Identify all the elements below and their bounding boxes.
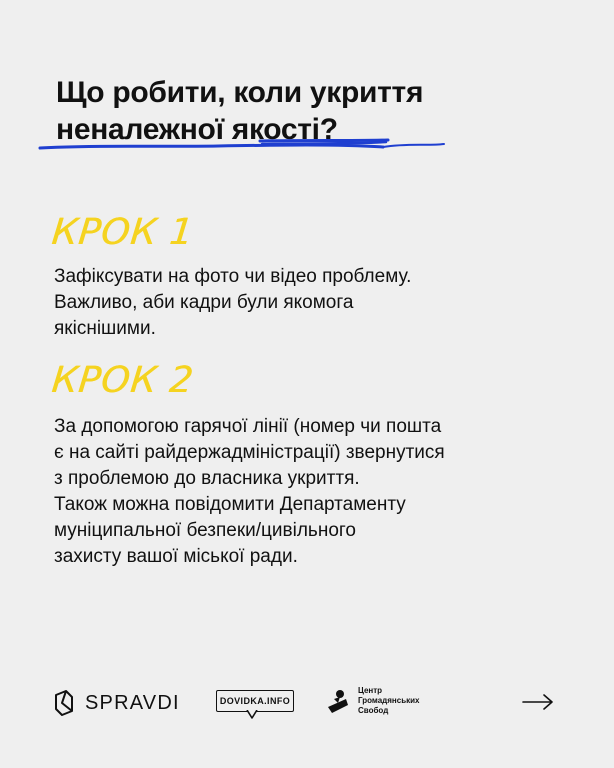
step-1-text	[54, 264, 411, 342]
spravdi-logo-text: SPRAVDI	[85, 691, 180, 714]
step-2-text	[54, 414, 445, 570]
ccl-line: Центр	[358, 686, 383, 695]
step-2-line: з проблемою до власника укриття.	[54, 468, 360, 489]
ccl-line: Громадянських	[358, 696, 420, 705]
spravdi-logo-icon	[53, 689, 75, 717]
step-1-line: Важливо, аби кадри були якомога	[54, 292, 354, 313]
step-1-label: КРОК 1	[49, 212, 196, 253]
step-2-line: муніципальної безпеки/цивільного	[54, 520, 356, 541]
step-2-line: є на сайті райдержадміністрації) звернутися	[54, 442, 445, 463]
title-line-2: неналежної якості?	[56, 113, 338, 146]
title-underline-scribble	[38, 138, 448, 154]
step-1-line: якіснішими.	[54, 318, 156, 339]
arrow-right-icon[interactable]	[522, 694, 554, 710]
ccl-logo-icon	[326, 687, 352, 715]
spravdi-logo	[53, 689, 180, 717]
step-2-line: захисту вашої міської ради.	[54, 546, 298, 567]
ccl-logo	[326, 686, 419, 716]
speech-bubble-tail-icon	[246, 710, 258, 720]
step-2-line: Також можна повідомити Департаменту	[54, 494, 406, 515]
title-line-1: Що робити, коли укриття	[56, 76, 424, 109]
ccl-logo-text	[358, 686, 419, 716]
step-2-line: За допомогою гарячої лінії (номер чи пошта	[54, 416, 442, 437]
dovidka-logo: DOVIDKA.INFO	[216, 690, 294, 712]
ccl-line: Свобод	[358, 706, 389, 715]
footer	[0, 682, 614, 726]
step-1-line: Зафіксувати на фото чи відео проблему.	[54, 266, 412, 287]
page-title	[56, 74, 536, 148]
step-2-label: КРОК 2	[49, 360, 196, 401]
